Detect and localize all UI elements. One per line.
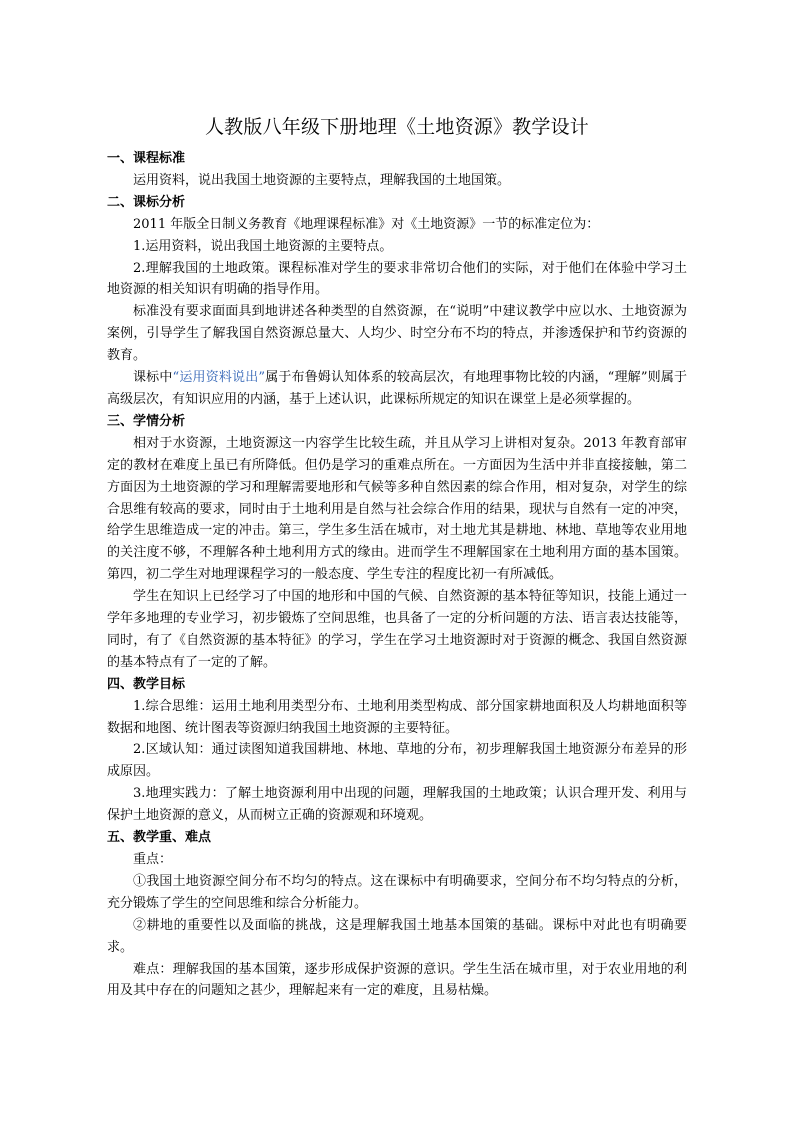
paragraph: 相对于水资源，土地资源这一内容学生比较生疏，并且从学习上讲相对复杂。2013 年教育部审定的教材在难度上虽已有所降低。但仍是学习的重难点所在。一方面因为生活中并非直接接触，第二方面因为土地资源的学习和理解需要地形和气候等多种自然因素的综合作用，相对复杂，对学生的综合思维有较高的要求，同时由于土地利用是自然与社会综合作用的结果，现状与自然有一定的冲突，给学生思维造成一定的冲击。第三，学生多生活在城市，对土地尤其是耕地、林地、草地等农业用地的关注度不够，不理解各种土地利用方式的缘由。进而学生不理解国家在土地利用方面的基本国策。第四，初二学生对地理课程学习的一般态度、学生专注的程度比初一有所减低。	[107, 435, 687, 583]
paragraph: ①我国土地资源空间分布不均匀的特点。这在课标中有明确要求，空间分布不均匀特点的分析，充分锻炼了学生的空间思维和综合分析能力。	[107, 873, 687, 911]
text-run: 属于布鲁姆认知体系的较高层次，有地理事物比较的内涵，“理解”则属于高级层次，有知识应用的内涵，基于上述认识，此课标所规定的知识在课堂上是必须掌握的。	[107, 370, 687, 407]
section-heading: 四、教学目标	[107, 676, 186, 692]
paragraph: 重点：	[133, 852, 173, 867]
document-body	[107, 148, 687, 1002]
paragraph: ②耕地的重要性以及面临的挑战，这是理解我国土地基本国策的基础。课标中对此也有明确要求。	[107, 917, 687, 955]
text-run: 课标中	[133, 370, 173, 386]
paragraph: 2.理解我国的土地政策。课程标准对学生的要求非常切合他们的实际，对于他们在体验中学习土地资源的相关知识有明确的指导作用。	[107, 260, 687, 298]
paragraph: 标准没有要求面面具到地讲述各种类型的自然资源，在“说明”中建议教学中应以水、土地资源为案例，引导学生了解我国自然资源总量大、人均少、时空分布不均的特点，并渗透保护和节约资源的教育。	[107, 304, 687, 364]
section-heading: 三、学情分析	[107, 413, 186, 429]
paragraph: 2.区域认知：通过读图知道我国耕地、林地、草地的分布，初步理解我国土地资源分布差异的形成原因。	[107, 742, 687, 780]
paragraph: 1.综合思维：运用土地利用类型分布、土地利用类型构成、部分国家耕地面积及人均耕地面积等数据和地图、统计图表等资源归纳我国土地资源的主要特征。	[107, 698, 687, 736]
paragraph: 难点：理解我国的基本国策，逐步形成保护资源的意识。学生生活在城市里，对于农业用地的利用及其中存在的问题知之甚少，理解起来有一定的难度，且易枯燥。	[107, 961, 687, 999]
paragraph	[107, 367, 687, 411]
section-heading: 五、教学重、难点	[107, 830, 212, 846]
paragraph: 1.运用资料，说出我国土地资源的主要特点。	[133, 238, 393, 254]
paragraph: 2011 年版全日制义务教育《地理课程标准》对《土地资源》一节的标准定位为：	[133, 216, 600, 232]
section-heading: 一、课程标准	[107, 151, 186, 166]
section-heading: 二、课标分析	[107, 194, 186, 210]
paragraph: 运用资料，说出我国土地资源的主要特点，理解我国的土地国策。	[133, 172, 511, 188]
highlighted-text: “运用资料说出”	[172, 370, 266, 386]
paragraph: 学生在知识上已经学习了中国的地形和中国的气候、自然资源的基本特征等知识，技能上通过一学年多地理的专业学习，初步锻炼了空间思维，也具备了一定的分析问题的方法、语言表达技能等，同时，有了《自然资源的基本特征》的学习，学生在学习土地资源时对于资源的概念、我国自然资源的基本特点有了一定的了解。	[107, 589, 687, 670]
document-title: 人教版八年级下册地理《土地资源》教学设计	[204, 116, 589, 138]
paragraph: 3.地理实践力：了解土地资源利用中出现的问题，理解我国的土地政策；认识合理开发、利用与保护土地资源的意义，从而树立正确的资源观和环境观。	[107, 786, 687, 824]
